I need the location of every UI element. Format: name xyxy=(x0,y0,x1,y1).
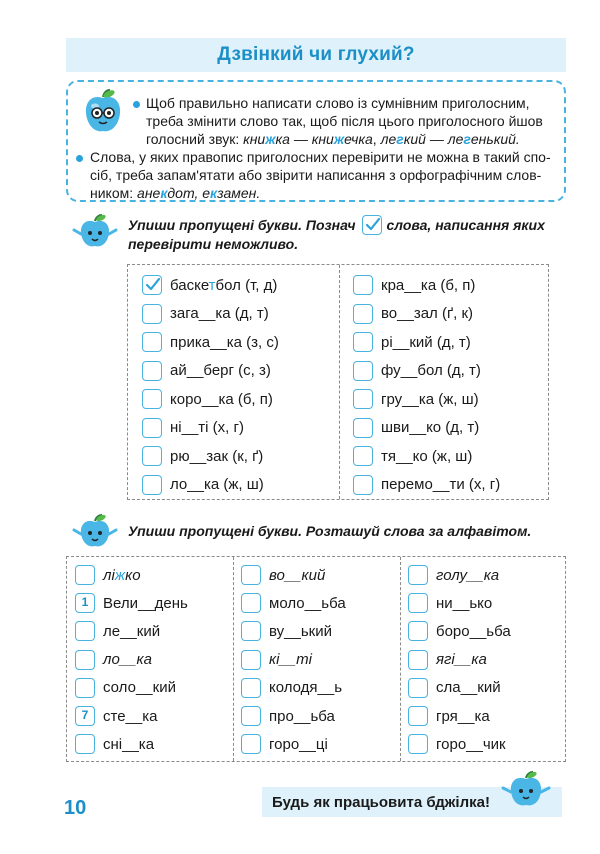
answer-checkbox[interactable] xyxy=(142,304,162,324)
task-2-column-2 xyxy=(241,561,346,758)
answer-checkbox[interactable] xyxy=(142,446,162,466)
answer-checkbox[interactable] xyxy=(142,275,162,295)
exercise-word: ле__кий xyxy=(103,622,161,640)
answer-checkbox[interactable] xyxy=(353,446,373,466)
exercise-word: горо__ці xyxy=(269,735,328,753)
exercise-word: горо__чик xyxy=(436,735,506,753)
answer-checkbox[interactable] xyxy=(353,332,373,352)
exercise-row xyxy=(353,442,500,471)
answer-checkbox[interactable] xyxy=(353,304,373,324)
task-2-grid xyxy=(66,556,566,762)
exercise-word: ву__ький xyxy=(269,622,332,640)
task-1-text-b: слова, написання яких xyxy=(386,216,545,233)
exercise-word: во__зал (ґ, к) xyxy=(381,305,474,323)
exercise-word: ло__ка (ж, ш) xyxy=(170,476,264,494)
answer-checkbox[interactable] xyxy=(241,593,261,613)
rule-2 xyxy=(90,148,566,202)
answer-checkbox[interactable] xyxy=(353,275,373,295)
column-divider xyxy=(233,557,234,761)
exercise-row xyxy=(353,328,500,357)
exercise-row xyxy=(353,271,500,300)
answer-checkbox[interactable] xyxy=(408,734,428,754)
answer-checkbox[interactable] xyxy=(353,361,373,381)
exercise-word: ні__ті (х, г) xyxy=(170,419,244,437)
exercise-row xyxy=(408,617,511,645)
task-2-column-3 xyxy=(408,561,511,758)
exercise-word: ни__ько xyxy=(436,594,493,612)
rule-2-line: сіб, треба запам'ятати або звірити написання з орфографічним слов- xyxy=(90,167,542,183)
exercise-row xyxy=(353,385,500,414)
exercise-row xyxy=(408,730,511,758)
answer-checkbox[interactable] xyxy=(241,565,261,585)
apple-mascot-icon xyxy=(72,214,118,250)
bullet-icon xyxy=(133,101,140,108)
exercise-row xyxy=(142,471,279,500)
apple-mascot-icon xyxy=(500,770,552,810)
rule-box xyxy=(66,80,566,202)
column-divider xyxy=(339,265,340,499)
answer-checkbox[interactable] xyxy=(75,706,95,726)
bullet-icon xyxy=(76,155,83,162)
exercise-row xyxy=(241,702,346,730)
page-number: 10 xyxy=(64,797,87,819)
exercise-row xyxy=(408,702,511,730)
answer-checkbox[interactable] xyxy=(241,650,261,670)
checkmark-icon xyxy=(144,276,161,293)
exercise-word: шви__ко (д, т) xyxy=(381,419,480,437)
exercise-row xyxy=(408,589,511,617)
exercise-row xyxy=(142,271,279,300)
exercise-row xyxy=(75,674,188,702)
answer-checkbox[interactable] xyxy=(142,389,162,409)
exercise-row xyxy=(75,646,188,674)
exercise-row xyxy=(142,385,279,414)
answer-checkbox[interactable] xyxy=(75,565,95,585)
answer-checkbox[interactable] xyxy=(241,734,261,754)
title-band xyxy=(66,38,566,72)
answer-checkbox[interactable] xyxy=(75,650,95,670)
answer-checkbox[interactable] xyxy=(408,593,428,613)
rule-1 xyxy=(146,94,561,148)
exercise-word: рю__зак (к, ґ) xyxy=(170,447,264,465)
exercise-row xyxy=(408,561,511,589)
answer-checkbox[interactable] xyxy=(75,678,95,698)
answer-checkbox[interactable] xyxy=(353,475,373,495)
rule-1-line: Щоб правильно написати слово із сумнівним приголосним, xyxy=(146,95,530,111)
exercise-row xyxy=(142,357,279,386)
exercise-row xyxy=(353,414,500,443)
exercise-row xyxy=(142,442,279,471)
exercise-word: моло__ьба xyxy=(269,594,346,612)
exercise-word: боро__ьба xyxy=(436,622,511,640)
apple-with-glasses-icon xyxy=(82,88,124,136)
task-1-text-a: Упиши пропущені букви. Познач xyxy=(128,216,356,233)
rule-2-line: Слова, у яких правопис приголосних перевірити не можна в такий спо- xyxy=(90,149,551,165)
exercise-word: прика__ка (з, с) xyxy=(170,333,279,351)
answer-checkbox[interactable] xyxy=(75,621,95,641)
sample-checkbox xyxy=(362,215,382,235)
exercise-word: про__ьба xyxy=(269,707,335,725)
exercise-row xyxy=(353,471,500,500)
exercise-word: сла__кий xyxy=(436,679,501,697)
exercise-word: голу__ка xyxy=(436,566,500,584)
order-number: 1 xyxy=(81,595,89,610)
column-divider xyxy=(400,557,401,761)
exercise-row xyxy=(241,617,346,645)
exercise-word: ло__ка xyxy=(103,651,152,669)
answer-checkbox[interactable] xyxy=(353,418,373,438)
exercise-row xyxy=(408,646,511,674)
exercise-word: сте__ка xyxy=(103,707,158,725)
exercise-row xyxy=(75,561,188,589)
exercise-word: ліжко xyxy=(103,566,141,584)
exercise-row xyxy=(241,589,346,617)
exercise-word: во__кий xyxy=(269,566,326,584)
exercise-word: Вели__день xyxy=(103,594,188,612)
exercise-row xyxy=(241,730,346,758)
footer-slogan: Будь як працьовита бджілка! xyxy=(272,793,490,811)
answer-checkbox[interactable] xyxy=(353,389,373,409)
exercise-word: рі__кий (д, т) xyxy=(381,333,471,351)
exercise-row xyxy=(241,646,346,674)
exercise-row xyxy=(75,589,188,617)
exercise-row xyxy=(353,357,500,386)
exercise-word: соло__кий xyxy=(103,679,176,697)
answer-checkbox[interactable] xyxy=(142,418,162,438)
exercise-row xyxy=(142,328,279,357)
exercise-word: колодя__ь xyxy=(269,679,343,697)
exercise-word: зага__ка (д, т) xyxy=(170,305,269,323)
answer-checkbox[interactable] xyxy=(75,734,95,754)
exercise-row xyxy=(75,702,188,730)
task-1-right-column xyxy=(353,271,500,499)
apple-mascot-icon xyxy=(72,514,118,550)
exercise-row xyxy=(75,617,188,645)
answer-checkbox[interactable] xyxy=(142,475,162,495)
exercise-row xyxy=(142,300,279,329)
exercise-word: баскетбол (т, д) xyxy=(170,276,278,294)
exercise-word: перемо__ти (х, г) xyxy=(381,476,501,494)
exercise-word: кі__ті xyxy=(269,651,312,669)
exercise-word: гру__ка (ж, ш) xyxy=(381,390,479,408)
answer-checkbox[interactable] xyxy=(241,706,261,726)
task-1-left-column xyxy=(142,271,279,499)
exercise-word: ягі__ка xyxy=(436,651,487,669)
exercise-row xyxy=(241,674,346,702)
answer-checkbox[interactable] xyxy=(408,621,428,641)
exercise-row xyxy=(75,730,188,758)
rule-2-line: ником: анекдот, екзамен. xyxy=(90,185,261,201)
rule-1-line: голосний звук: книжка — книжечка, легкий — легенький. xyxy=(146,131,520,147)
answer-checkbox[interactable] xyxy=(241,621,261,641)
answer-checkbox[interactable] xyxy=(241,678,261,698)
checkmark-icon xyxy=(364,216,381,233)
answer-checkbox[interactable] xyxy=(408,565,428,585)
answer-checkbox[interactable] xyxy=(142,332,162,352)
order-number: 7 xyxy=(81,708,89,723)
task-1-text-c: перевірити неможливо. xyxy=(128,236,299,252)
answer-checkbox[interactable] xyxy=(408,650,428,670)
answer-checkbox[interactable] xyxy=(408,706,428,726)
page-title: Дзвінкий чи глухий? xyxy=(217,44,415,65)
task-1-grid xyxy=(127,264,549,500)
task-2-instruction: Упиши пропущені букви. Розташуй слова за алфавітом. xyxy=(128,523,532,539)
answer-checkbox[interactable] xyxy=(142,361,162,381)
exercise-word: тя__ко (ж, ш) xyxy=(381,447,473,465)
exercise-word: фу__бол (д, т) xyxy=(381,362,481,380)
exercise-row xyxy=(241,561,346,589)
exercise-word: сні__ка xyxy=(103,735,155,753)
exercise-row xyxy=(353,300,500,329)
answer-checkbox[interactable] xyxy=(408,678,428,698)
answer-checkbox[interactable] xyxy=(75,593,95,613)
exercise-row xyxy=(142,414,279,443)
exercise-word: коро__ка (б, п) xyxy=(170,390,273,408)
rule-1-line: треба змінити слово так, щоб після цього приголосного йшов xyxy=(146,113,543,129)
task-1-instruction xyxy=(128,215,558,254)
exercise-word: гря__ка xyxy=(436,707,490,725)
exercise-row xyxy=(408,674,511,702)
exercise-word: ай__берг (с, з) xyxy=(170,362,271,380)
task-2-column-1 xyxy=(75,561,188,758)
exercise-word: кра__ка (б, п) xyxy=(381,276,476,294)
